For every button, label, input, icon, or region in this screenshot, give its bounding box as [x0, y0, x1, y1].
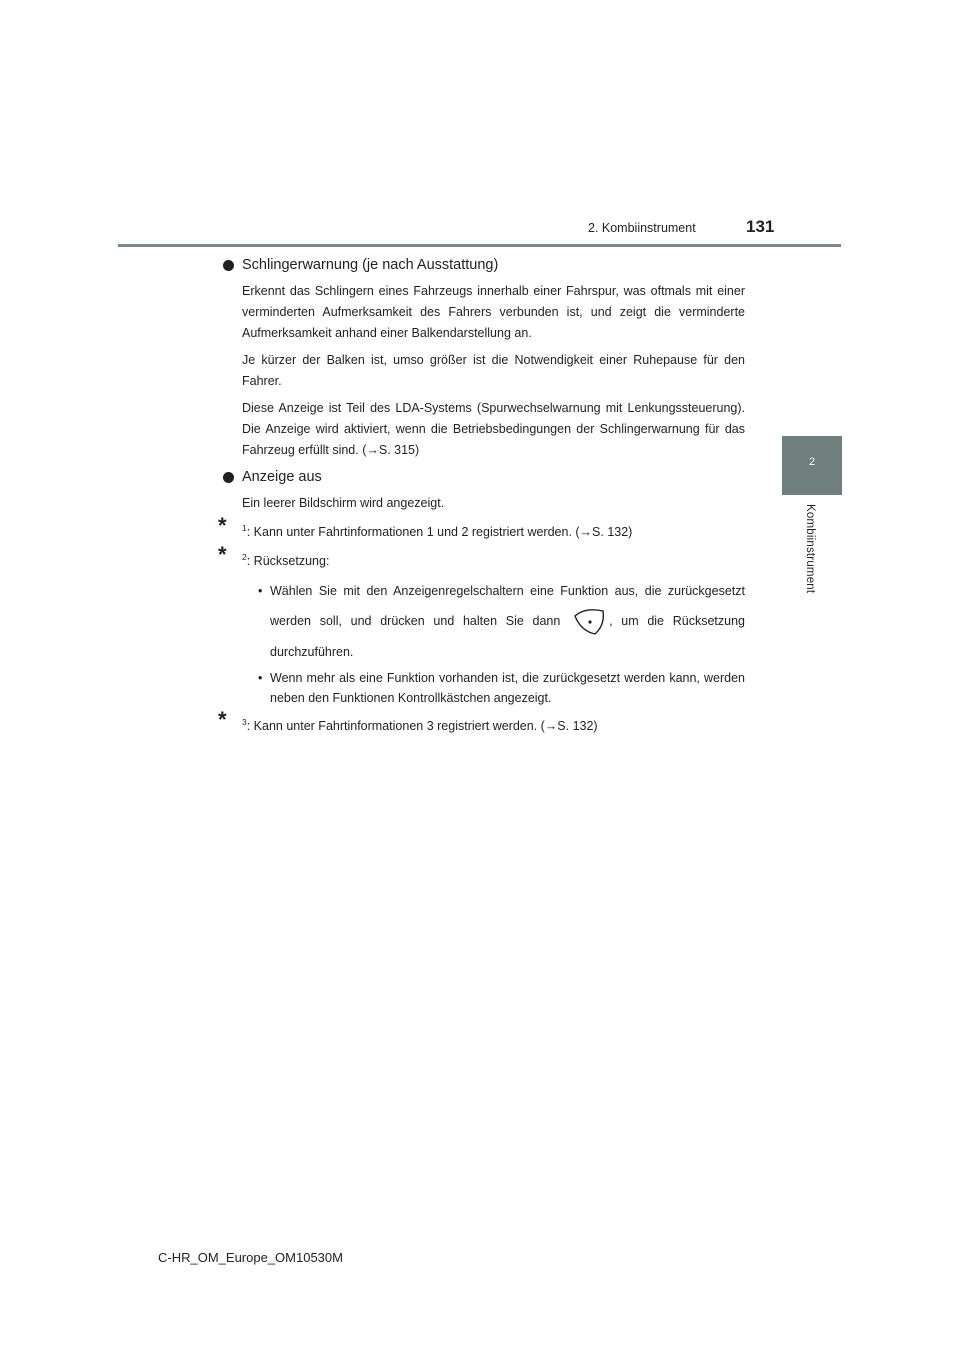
asterisk-icon: * [218, 542, 227, 567]
bullet-icon: • [258, 584, 263, 598]
paragraph: Erkennt das Schlingern eines Fahrzeugs innerhalb einer Fahrspur, was oftmals mit einer verminderten Aufmerksamkeit des Fahrers verbunden ist, und zeigt die verminderte Aufmerksamkeit anhand einer Balkendarstellung an. [242, 284, 745, 340]
header-section-title: 2. Kombiinstrument [588, 221, 696, 235]
page-number: 131 [746, 217, 775, 236]
asterisk-icon: * [218, 513, 227, 538]
footnote-1 [218, 513, 745, 543]
chapter-tab [782, 436, 842, 495]
bullet-icon [223, 472, 234, 483]
footnote-marker: 1 [242, 523, 247, 533]
footnote-3 [218, 706, 745, 737]
footnote-text: : Rücksetzung: [246, 554, 330, 568]
list-item-text: Wenn mehr als eine Funktion vorhanden ist, die zurückgesetzt werden kann, werden neben den Funktionen Kontrollkästchen angezeigt. [270, 670, 745, 705]
footnote-marker: 2 [242, 552, 247, 562]
list-item-text: , um die Rücksetzung durchzuführen. [270, 614, 745, 659]
paragraph: Ein leerer Bildschirm wird angezeigt. [242, 496, 445, 510]
section-title-anzeige-aus [222, 466, 745, 488]
list-item [258, 668, 745, 708]
footnote-text: : Kann unter Fahrtinformationen 3 registriert werden. (→S. 132) [246, 718, 598, 733]
chapter-label: Kombiinstrument [804, 504, 816, 594]
confirm-switch-icon [571, 607, 607, 637]
section-title-schlingerwarnung [222, 254, 745, 276]
footnote-marker: 3 [242, 716, 247, 727]
footnote-text: : Kann unter Fahrtinformationen 1 und 2 registriert werden. (→S. 132) [246, 525, 633, 539]
section-title-text: Anzeige aus [242, 469, 322, 485]
content [218, 254, 745, 737]
footer-doc-id: C-HR_OM_Europe_OM10530M [158, 1250, 343, 1265]
bullet-icon [223, 260, 234, 271]
footnote-2-list [258, 576, 745, 708]
asterisk-icon: * [218, 706, 227, 732]
chapter-number: 2 [808, 456, 816, 468]
paragraph: Diese Anzeige ist Teil des LDA-Systems (Spurwechselwarnung mit Lenkungssteuerung). Die Anzeige wird aktiviert, wenn die Betriebsbedingungen der Schlingerwarnung für das Fahrzeug erfüllt sind. (→S. 315) [242, 401, 745, 457]
section-title-text: Schlingerwarnung (je nach Ausstattung) [242, 257, 499, 273]
footnote-2 [218, 542, 745, 572]
paragraph: Je kürzer der Balken ist, umso größer ist die Notwendigkeit einer Ruhepause für den Fahrer. [242, 353, 745, 388]
bullet-icon: • [258, 670, 263, 685]
list-item [258, 576, 745, 667]
header-divider [118, 244, 841, 247]
list-item-text: Wählen Sie mit den Anzeigenregelschaltern eine Funktion aus, die zurückgesetzt werden soll, und drücken und halten Sie dann [270, 584, 745, 628]
